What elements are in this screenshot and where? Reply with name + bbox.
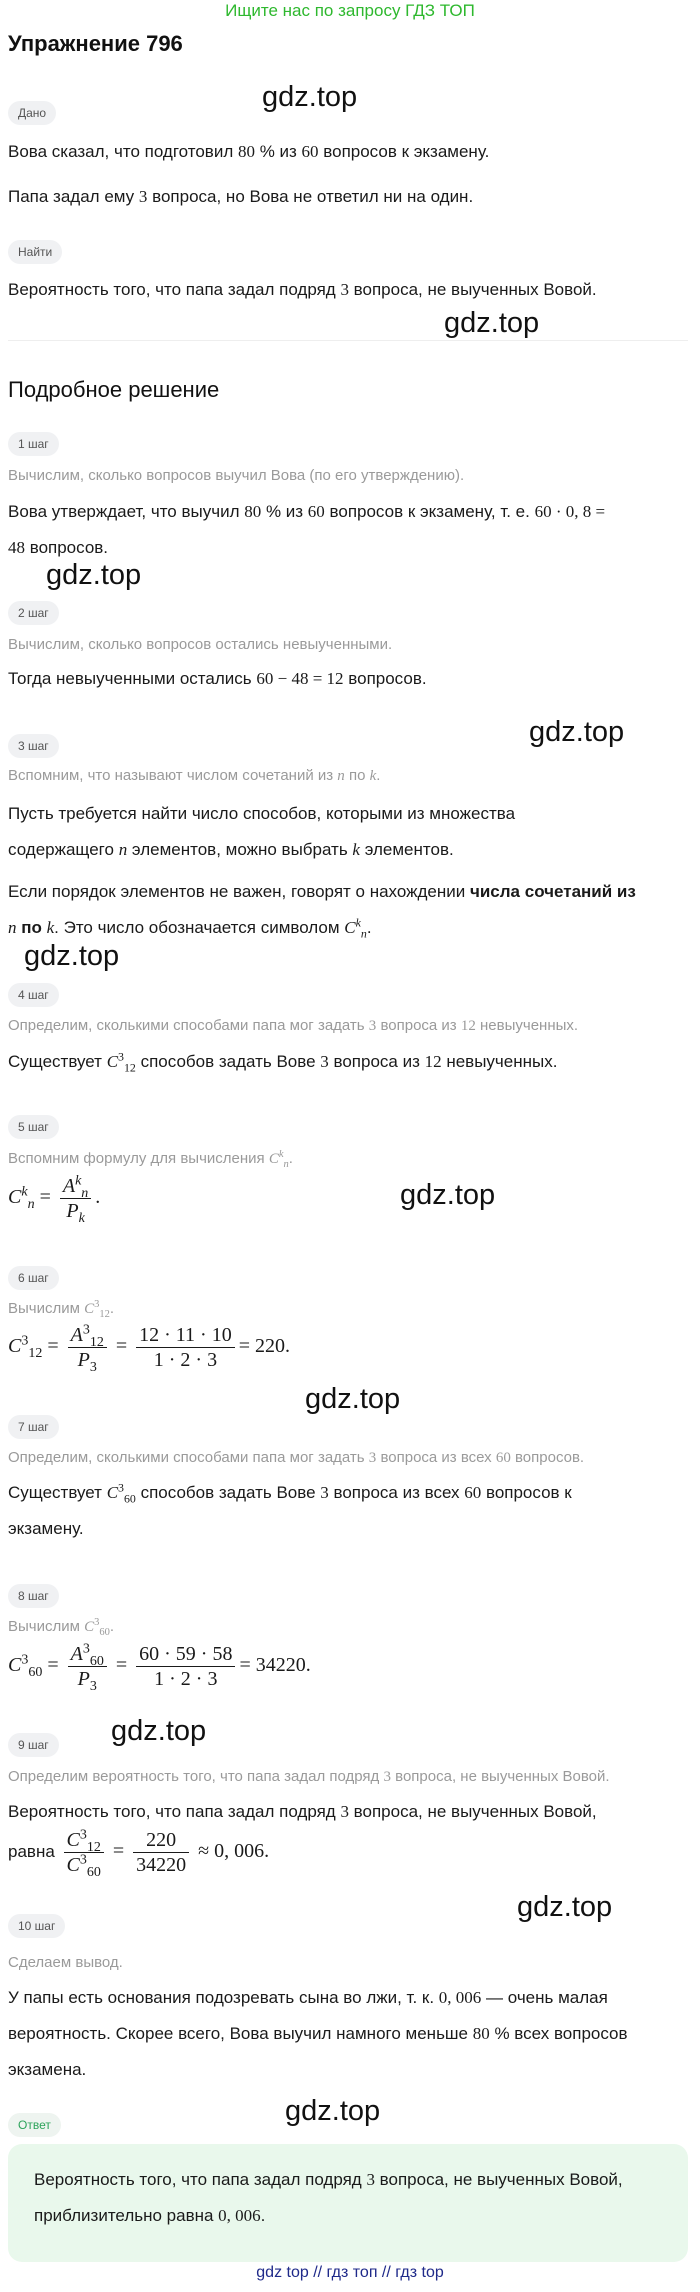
step-4-hint: Определим, сколькими способами папа мог задать 3 вопроса из 12 невыученных. <box>8 1017 579 1034</box>
step-9-text: Вероятность того, что папа задал подряд 3 вопроса, не выученных Вовой, <box>8 1802 597 1821</box>
watermark: gdz.top <box>46 559 142 591</box>
step-3-p1: Пусть требуется найти число способов, которыми из множества содержащего n элементов, можно выбрать k элементов. <box>8 804 516 859</box>
step-10-hint: Сделаем вывод. <box>8 1954 123 1971</box>
given-line-2: Папа задал ему 3 вопроса, но Вова не ответил ни на один. <box>8 187 474 206</box>
page-title: Упражнение 796 <box>8 31 183 56</box>
step-10-text: У папы есть основания подозревать сына во лжи, т. к. 0, 006 — очень малая вероятность. Скорее всего, Вова выучил намного меньше 80 % всех вопросов экзамена. <box>8 1988 628 2079</box>
step-4-label: 4 шаг <box>8 983 59 1007</box>
step-6-hint: Вычислим $C^3_{12}$. <box>8 1299 115 1320</box>
footer-links[interactable]: gdz top // гдз топ // гдз top <box>256 2264 444 2281</box>
watermark: gdz.top <box>111 1715 207 1747</box>
step-9-hint: Определим вероятность того, что папа задал подряд 3 вопроса, не выученных Вовой. <box>8 1768 610 1785</box>
watermark: gdz.top <box>517 1891 613 1923</box>
watermark: gdz.top <box>400 1179 496 1211</box>
step-8-label: 8 шаг <box>8 1584 59 1608</box>
step-7-label: 7 шаг <box>8 1415 59 1439</box>
step-3-label: 3 шаг <box>8 734 59 758</box>
step-2-hint: Вычислим, сколько вопросов остались невыученными. <box>8 636 393 653</box>
given-label: Дано <box>8 101 56 125</box>
step-2-text: Тогда невыученными остались 60 − 48 = 12 вопросов. <box>8 669 427 688</box>
step-9-formula: равна $\frac{C^3_{12}}{C^3_{60}}$ = $\frac{220}{34220}$ ≈ 0, 006. <box>8 1827 270 1880</box>
step-9-label: 9 шаг <box>8 1733 59 1757</box>
find-label: Найти <box>8 240 62 264</box>
step-6-label: 6 шаг <box>8 1266 59 1290</box>
watermark: gdz.top <box>444 307 540 339</box>
step-1-text: Вова утверждает, что выучил 80 % из 60 вопросов к экзамену, т. е. 60 · 0, 8 = 48 вопросов. <box>8 502 606 557</box>
top-banner: Ищите нас по запросу ГДЗ ТОП <box>225 1 475 20</box>
step-6-formula: $C^3_{12}$ = $\frac{A^3_{12}}{P_3}$ = $\frac{12 \cdot 11 \cdot 10}{1 \cdot 2 \cdot 3}$ = 220. <box>8 1322 290 1375</box>
step-5-label: 5 шаг <box>8 1115 59 1139</box>
watermark: gdz.top <box>262 81 358 113</box>
answer-text: Вероятность того, что папа задал подряд 3 вопроса, не выученных Вовой, приблизительно равна 0, 006. <box>34 2170 623 2225</box>
watermark: gdz.top <box>305 1383 401 1415</box>
divider <box>8 340 688 341</box>
given-line-1: Вова сказал, что подготовил 80 % из 60 вопросов к экзамену. <box>8 142 490 161</box>
step-5-hint: Вспомним формулу для вычисления $C^k_n$. <box>8 1149 293 1170</box>
step-1-hint: Вычислим, сколько вопросов выучил Вова (по его утверждению). <box>8 467 465 484</box>
step-8-hint: Вычислим $C^3_{60}$. <box>8 1617 115 1638</box>
step-7-hint: Определим, сколькими способами папа мог задать 3 вопроса из всех 60 вопросов. <box>8 1449 585 1466</box>
find-text: Вероятность того, что папа задал подряд 3 вопроса, не выученных Вовой. <box>8 280 597 299</box>
step-2-label: 2 шаг <box>8 601 59 625</box>
watermark: gdz.top <box>285 2095 381 2127</box>
step-3-p2: Если порядок элементов не важен, говорят о нахождении числа сочетаний из n по k. Это число обозначается символом $C^k_n$. <box>8 882 636 941</box>
step-5-formula: $C^k_n$ = $\frac{A^k_n}{P_k}$ . <box>8 1173 101 1226</box>
step-7-text: Существует $C^3_{60}$ способов задать Вове 3 вопроса из всех 60 вопросов к экзамену. <box>8 1480 572 1538</box>
step-8-formula: $C^3_{60}$ = $\frac{A^3_{60}}{P_3}$ = $\frac{60 \cdot 59 \cdot 58}{1 \cdot 2 \cdot 3}$ = 34220. <box>8 1641 311 1694</box>
watermark: gdz.top <box>24 940 120 972</box>
step-10-label: 10 шаг <box>8 1914 65 1938</box>
watermark: gdz.top <box>529 716 625 748</box>
step-3-hint: Вспомним, что называют числом сочетаний из n по k. <box>8 767 381 784</box>
step-1-label: 1 шаг <box>8 432 59 456</box>
answer-label: Ответ <box>8 2113 61 2137</box>
solution-heading: Подробное решение <box>8 377 220 402</box>
step-4-text: Существует $C^3_{12}$ способов задать Вове 3 вопроса из 12 невыученных. <box>8 1049 558 1075</box>
